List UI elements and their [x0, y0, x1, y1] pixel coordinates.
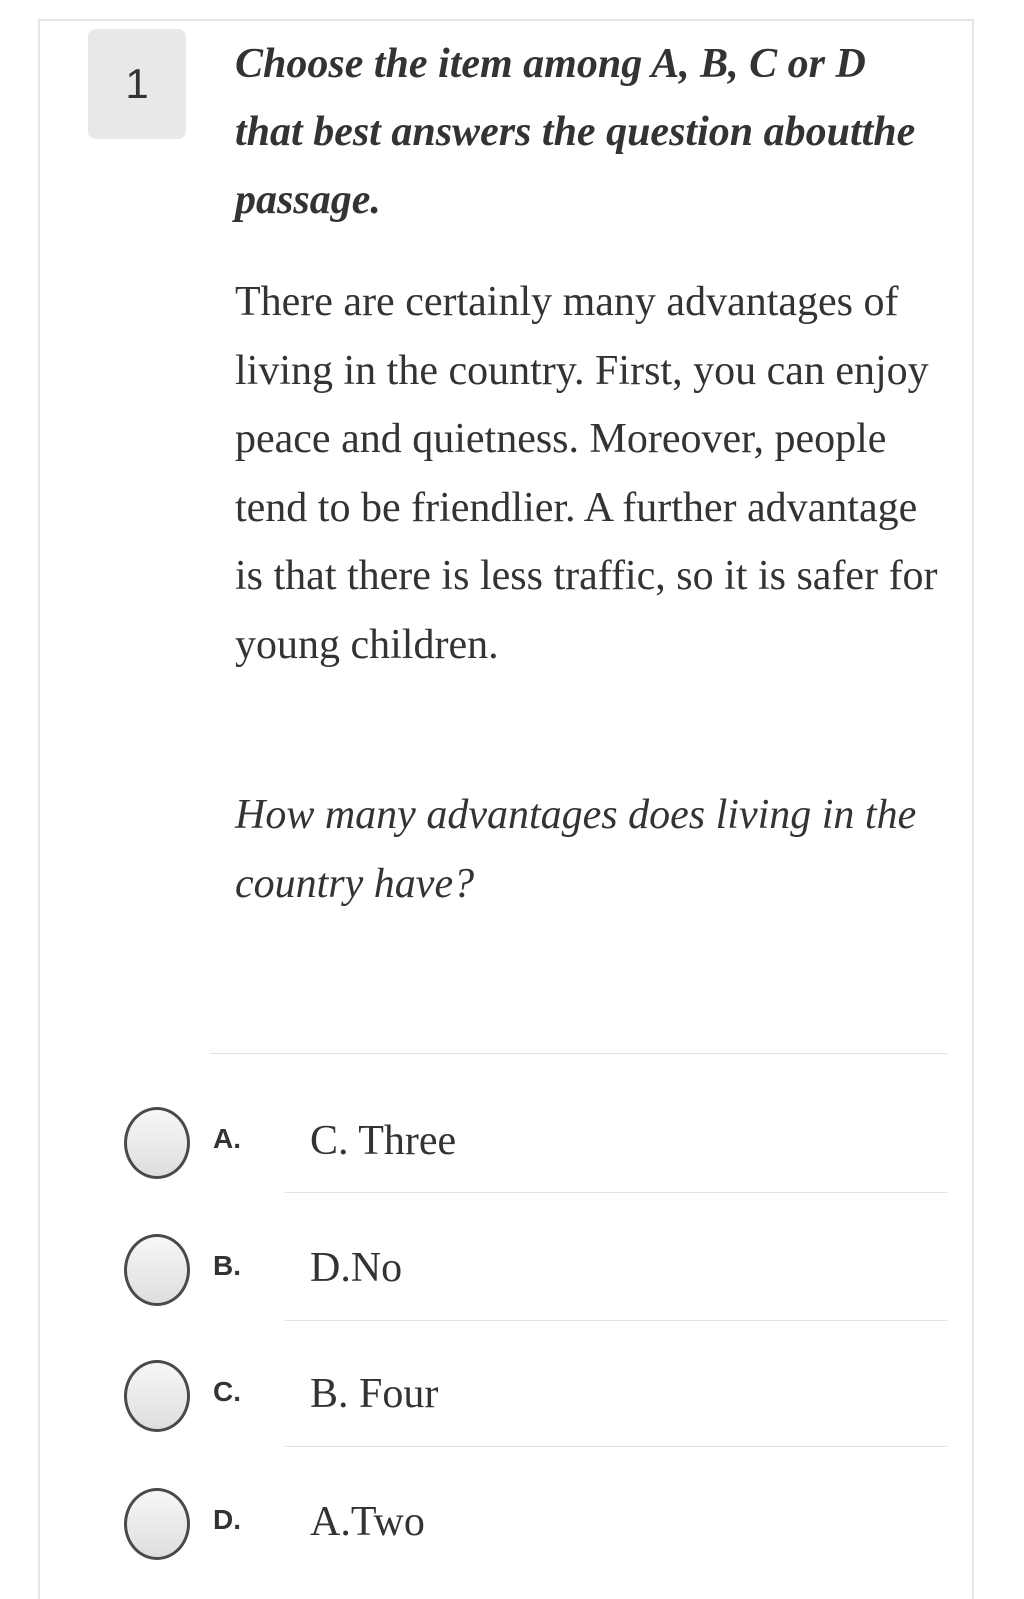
option-b[interactable] — [120, 1232, 950, 1312]
option-c-radio[interactable] — [124, 1360, 190, 1432]
reading-passage: There are certainly many advantages of living in the country. First, you can enjoy peace and quietness. Moreover, people tend to be friendlier. A further advantage is that there is less traffic, so it is safer for young children. — [235, 279, 938, 668]
option-a[interactable] — [120, 1105, 950, 1185]
option-divider — [285, 1446, 947, 1447]
question-number: 1 — [88, 29, 186, 139]
option-divider — [285, 1320, 947, 1321]
option-d-text: A.Two — [310, 1499, 425, 1545]
option-d-radio[interactable] — [124, 1488, 190, 1560]
option-a-letter: A. — [213, 1123, 241, 1154]
question-instruction: Choose the item among A, B, C or D that best answers the question aboutthe passage. — [235, 41, 916, 223]
option-a-radio[interactable] — [124, 1107, 190, 1179]
divider — [210, 1053, 947, 1054]
option-b-radio[interactable] — [124, 1234, 190, 1306]
question-prompt: How many advantages does living in the country have? — [235, 792, 917, 907]
option-c[interactable] — [120, 1358, 950, 1438]
option-divider — [285, 1192, 947, 1193]
option-d[interactable] — [120, 1486, 950, 1566]
option-b-text: D.No — [310, 1245, 403, 1291]
option-d-letter: D. — [213, 1504, 241, 1535]
option-c-letter: C. — [213, 1376, 241, 1407]
option-c-text: B. Four — [310, 1371, 439, 1417]
option-a-text: C. Three — [310, 1118, 457, 1164]
option-b-letter: B. — [213, 1250, 241, 1281]
